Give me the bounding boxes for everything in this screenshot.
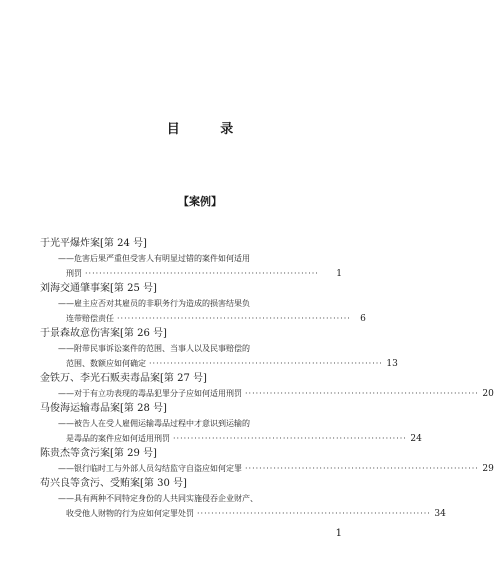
description-text: 刑罚 bbox=[66, 269, 82, 278]
description-text: 是毒品的案件应如何适用刑罚 bbox=[66, 434, 170, 443]
page-ref: 1 bbox=[336, 269, 342, 279]
case-title: 金铁万、李光石贩卖毒品案[第 27 号] bbox=[40, 373, 207, 384]
page-ref: 13 bbox=[386, 359, 398, 369]
toc-entry[interactable] bbox=[40, 326, 398, 371]
toc-entry[interactable] bbox=[40, 476, 446, 521]
case-title: 苟兴良等贪污、受贿案[第 30 号] bbox=[40, 478, 187, 489]
toc-entry[interactable] bbox=[40, 236, 342, 281]
leader-dots: ·································································· bbox=[197, 509, 431, 518]
leader-dots: ·································································· bbox=[149, 359, 383, 368]
page-ref: 34 bbox=[434, 509, 446, 519]
case-title: 刘海交通肇事案[第 25 号] bbox=[40, 283, 157, 294]
case-title: 陈贵杰等贪污案[第 29 号] bbox=[40, 448, 157, 459]
description-last-line bbox=[58, 461, 494, 476]
page-ref: 24 bbox=[410, 434, 422, 444]
case-description bbox=[40, 251, 342, 281]
description-text: ——对于有立功表现的毒品犯罪分子应如何适用刑罚 bbox=[58, 389, 242, 398]
description-line: ——具有两种不同特定身份的人共同实施侵吞企业财产、 bbox=[58, 494, 258, 503]
toc-entry[interactable] bbox=[40, 371, 494, 401]
case-description bbox=[40, 386, 494, 401]
page-ref: 29 bbox=[482, 464, 494, 474]
page-title: 目 录 bbox=[166, 122, 252, 137]
case-description bbox=[40, 461, 494, 476]
description-line: ——附带民事诉讼案件的范围、当事人以及民事赔偿的 bbox=[58, 344, 250, 353]
toc-entry[interactable] bbox=[40, 281, 366, 326]
description-last-line bbox=[58, 356, 398, 371]
description-last-line bbox=[58, 431, 422, 446]
description-last-line bbox=[58, 266, 342, 281]
table-of-contents bbox=[40, 236, 494, 521]
leader-dots: ·································································· bbox=[173, 434, 407, 443]
toc-entry[interactable] bbox=[40, 401, 422, 446]
section-heading: 【案例】 bbox=[178, 195, 222, 208]
description-last-line bbox=[58, 311, 366, 326]
case-description bbox=[40, 341, 398, 371]
case-title: 于景森故意伤害案[第 26 号] bbox=[40, 328, 167, 339]
description-text: 连带赔偿责任 bbox=[66, 314, 114, 323]
page-ref: 20 bbox=[482, 389, 494, 399]
description-text: ——银行临时工与外部人员勾结监守自盗应如何定罪 bbox=[58, 464, 242, 473]
toc-entry[interactable] bbox=[40, 446, 494, 476]
description-line: ——被告人在受人雇佣运输毒品过程中才意识到运输的 bbox=[58, 419, 250, 428]
case-title: 马俊海运输毒品案[第 28 号] bbox=[40, 403, 167, 414]
leader-dots: ·································································· bbox=[85, 269, 319, 278]
case-description bbox=[40, 491, 446, 521]
description-text: 收受他人财物的行为应如何定罪处罚 bbox=[66, 509, 194, 518]
case-description bbox=[40, 416, 422, 446]
description-last-line bbox=[58, 386, 494, 401]
leader-dots: ·································································· bbox=[245, 464, 479, 473]
case-title: 于光平爆炸案[第 24 号] bbox=[40, 238, 147, 249]
page-ref: 6 bbox=[360, 314, 366, 324]
case-description bbox=[40, 296, 366, 326]
leader-dots: ·································································· bbox=[245, 389, 479, 398]
description-line: ——雇主应否对其雇员的非职务行为造成的损害结果负 bbox=[58, 299, 250, 308]
leader-dots: ·································································· bbox=[117, 314, 351, 323]
description-text: 范围、数额应如何确定 bbox=[66, 359, 146, 368]
page-number: 1 bbox=[335, 528, 342, 539]
description-last-line bbox=[58, 506, 446, 521]
description-line: ——危害后果严重但受害人有明显过错的案件如何适用 bbox=[58, 254, 250, 263]
